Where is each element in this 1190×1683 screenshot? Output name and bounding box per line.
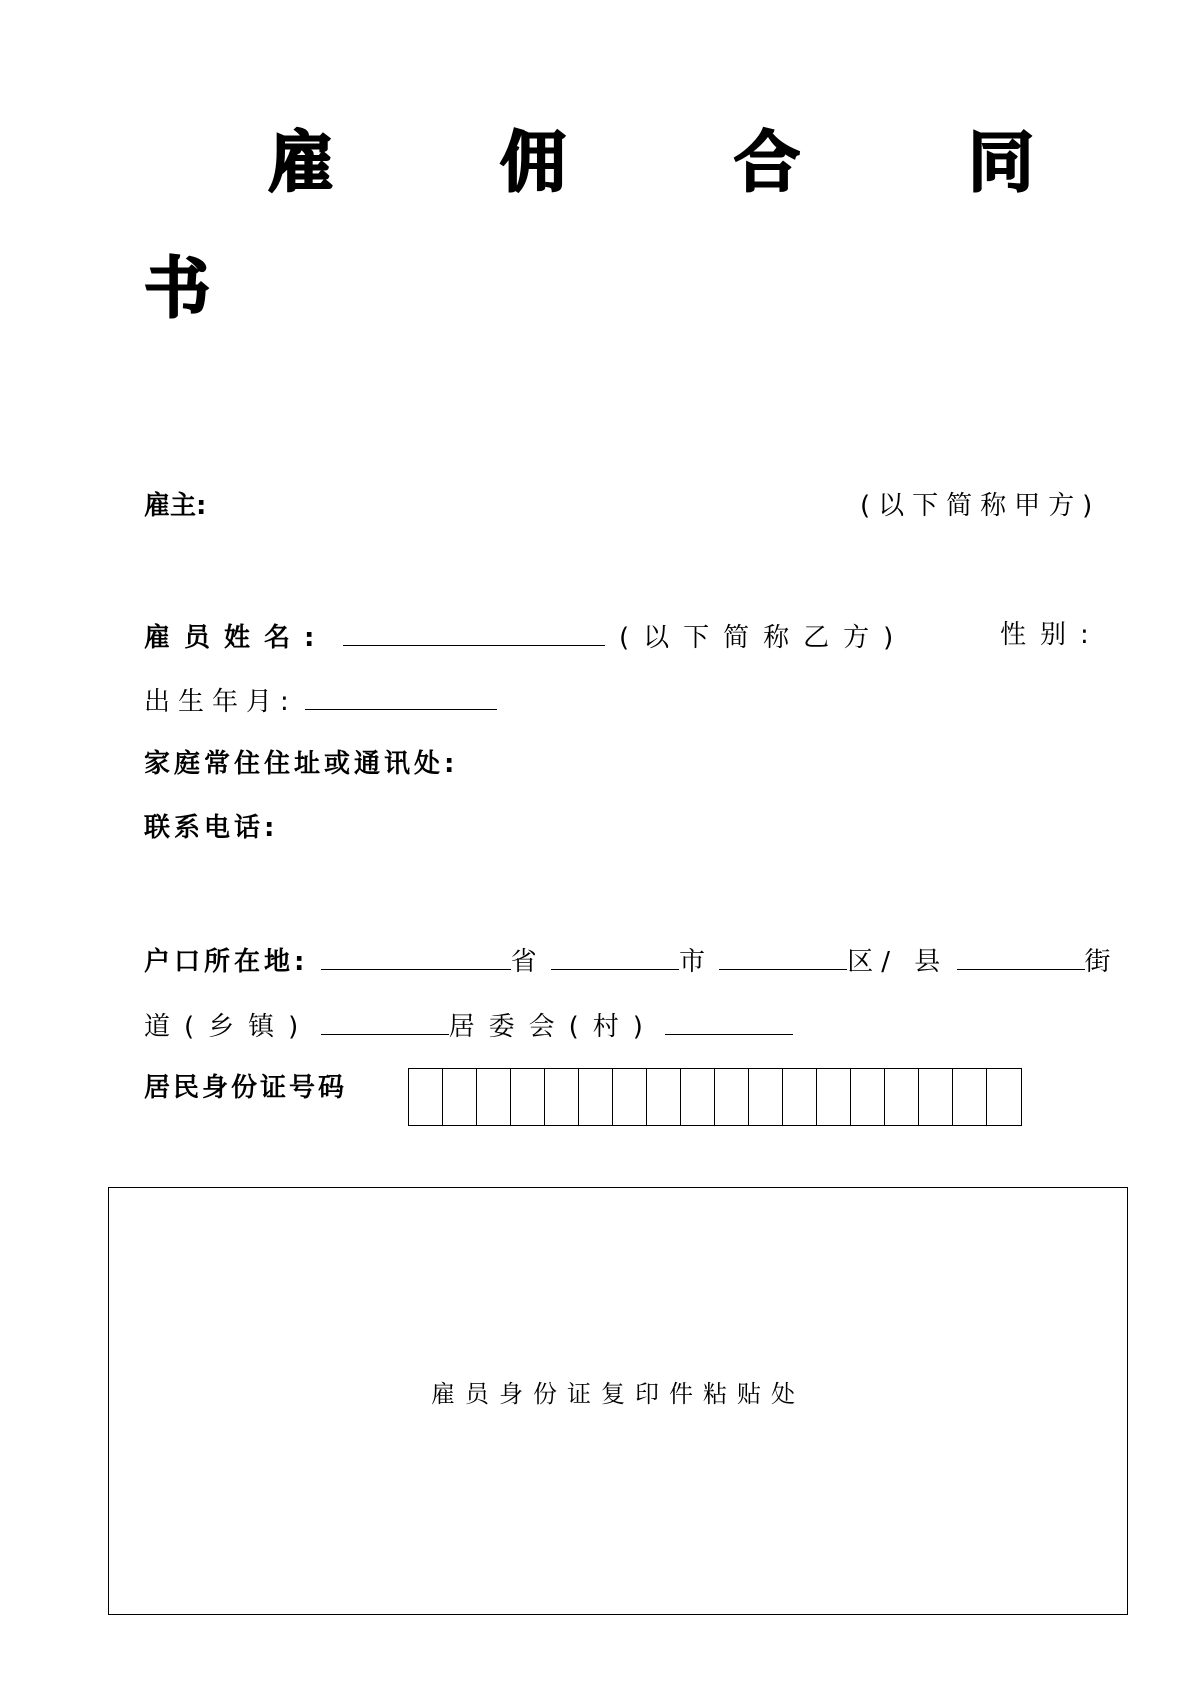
id-digit-cell[interactable] xyxy=(953,1069,987,1125)
id-digit-cell[interactable] xyxy=(817,1069,851,1125)
id-copy-paste-area xyxy=(108,1187,1128,1615)
road-label: 道(乡镇) xyxy=(144,1012,313,1042)
id-digit-cell[interactable] xyxy=(545,1069,579,1125)
id-number-grid[interactable] xyxy=(408,1068,1022,1126)
gender-label: 性别: xyxy=(1000,620,1103,650)
id-digit-cell[interactable] xyxy=(443,1069,477,1125)
title-char-1: 雇 xyxy=(268,124,334,201)
id-number-label: 居民身份证号码 xyxy=(144,1073,348,1103)
city-label: 市 xyxy=(678,947,705,977)
employer-suffix: (以下简称甲方) xyxy=(860,491,1101,521)
id-digit-cell[interactable] xyxy=(681,1069,715,1125)
district-label: 区/ 县 xyxy=(847,947,949,977)
street-blank[interactable] xyxy=(957,941,1085,970)
contract-title xyxy=(0,118,1190,208)
employee-name-suffix: (以下简称乙方) xyxy=(618,623,908,653)
employee-name-row xyxy=(144,617,907,656)
street-label: 街 xyxy=(1084,947,1111,977)
title-char-2: 佣 xyxy=(500,124,566,201)
committee-blank[interactable] xyxy=(665,1006,793,1035)
id-digit-cell[interactable] xyxy=(579,1069,613,1125)
id-digit-cell[interactable] xyxy=(409,1069,443,1125)
birth-label: 出生年月: xyxy=(144,687,297,717)
household-row xyxy=(144,941,1111,980)
phone-label: 联系电话: xyxy=(144,813,279,843)
id-digit-cell[interactable] xyxy=(511,1069,545,1125)
employer-label: 雇主: xyxy=(144,491,207,521)
paste-area-label: 雇员身份证复印件粘贴处 xyxy=(431,1380,805,1408)
birth-row xyxy=(144,681,497,720)
title-char-4: 同 xyxy=(968,124,1034,201)
household-label: 户口所在地: xyxy=(144,947,309,977)
employee-name-blank[interactable] xyxy=(343,617,605,646)
id-digit-cell[interactable] xyxy=(987,1069,1021,1125)
address-label: 家庭常住住址或通讯处: xyxy=(144,749,459,779)
committee-label: 居委会(村) xyxy=(448,1012,657,1042)
id-digit-cell[interactable] xyxy=(477,1069,511,1125)
province-label: 省 xyxy=(510,947,537,977)
road-row xyxy=(144,1006,793,1045)
id-digit-cell[interactable] xyxy=(851,1069,885,1125)
id-digit-cell[interactable] xyxy=(613,1069,647,1125)
title-char-5: 书 xyxy=(144,250,210,327)
province-blank[interactable] xyxy=(321,941,511,970)
road-blank[interactable] xyxy=(321,1006,449,1035)
city-blank[interactable] xyxy=(551,941,679,970)
title-char-3: 合 xyxy=(734,124,800,201)
id-digit-cell[interactable] xyxy=(647,1069,681,1125)
employee-name-label: 雇员姓名: xyxy=(144,623,329,653)
id-digit-cell[interactable] xyxy=(749,1069,783,1125)
id-digit-cell[interactable] xyxy=(919,1069,953,1125)
id-digit-cell[interactable] xyxy=(885,1069,919,1125)
birth-blank[interactable] xyxy=(305,681,497,710)
district-blank[interactable] xyxy=(719,941,847,970)
id-digit-cell[interactable] xyxy=(783,1069,817,1125)
id-digit-cell[interactable] xyxy=(715,1069,749,1125)
